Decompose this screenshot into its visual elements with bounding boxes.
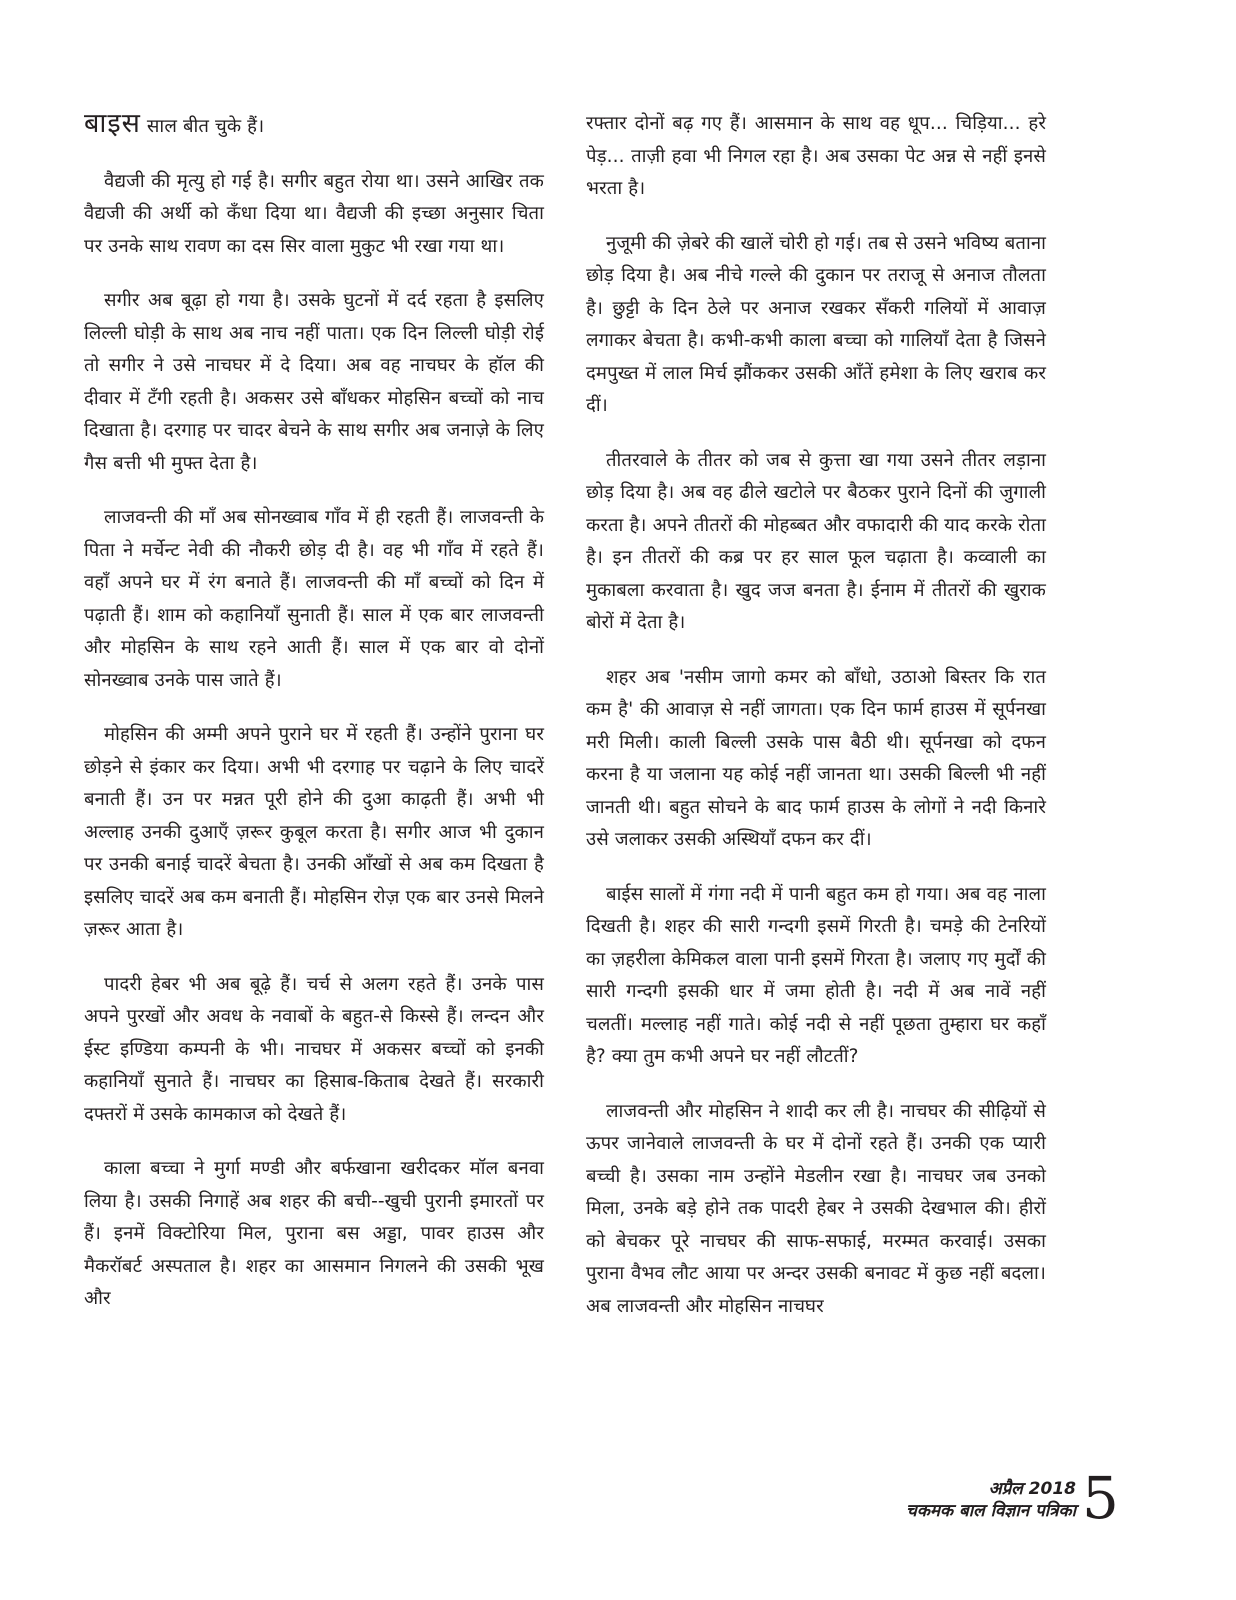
opening-text: साल बीत चुके हैं। [146, 116, 265, 137]
paragraph-lajwanti-mohsin: लाजवन्ती और मोहसिन ने शादी कर ली है। नाचघर की सीढ़ियों से ऊपर जानेवाले लाजवन्ती के घर में दोनों रहते हैं। उनकी एक प्यारी बच्ची है। उसका नाम उन्होंने मेडलीन रखा है। नाचघर जब उनको मिला, उनके बड़े होने तक पादरी हेबर ने उसकी देखभाल की। हीरों को बेचकर पूरे नाचघर की साफ-सफाई, मरम्मत करवाई। उसका पुराना वैभव लौट आया पर अन्दर उसकी बनावट में कुछ नहीं बदला। अब लाजवन्ती और मोहसिन नाचघर [586, 1100, 1046, 1317]
issue-date: अप्रैल 2018 [988, 1479, 1076, 1499]
paragraph-padri-heber: पादरी हेबर भी अब बूढ़े हैं। चर्च से अलग रहते हैं। उनके पास अपने पुरखों और अवध के नवाबों के बहुत-से किस्से हैं। लन्दन और ईस्ट इण्डिया कम्पनी के भी। नाचघर में अकसर बच्चों को इनकी कहानियाँ सुनाते हैं। नाचघर का हिसाब-किताब देखते हैं। सरकारी दफ्तरों में उसके कामकाज को देखते हैं। [84, 973, 544, 1125]
paragraph-continuation: रफ्तार दोनों बढ़ गए हैं। आसमान के साथ वह धूप... चिड़िया... हरे पेड़... ताज़ी हवा भी निगल रहा है। अब उसका पेट अन्न से नहीं इनसे भरता है। [586, 113, 1046, 199]
paragraph-kala-bachcha: काला बच्चा ने मुर्गा मण्डी और बर्फखाना खरीदकर मॉल बनवा लिया है। उसकी निगाहें अब शहर की बची--खुची पुरानी इमारतों पर हैं। इनमें विक्टोरिया मिल, पुराना बस अड्डा, पावर हाउस और मैकरॉबर्ट अस्पताल है। शहर का आसमान निगलने की उसकी भूख और [84, 1158, 544, 1309]
paragraph-mohsin-ammi: मोहसिन की अम्मी अपने पुराने घर में रहती हैं। उन्होंने पुराना घर छोड़ने से इंकार कर दिया। अभी भी दरगाह पर चढ़ाने के लिए चादरें बनाती हैं। उन पर मन्नत पूरी होने की दुआ काढ़ती हैं। अभी भी अल्लाह उनकी दुआएँ ज़रूर कुबूल करता है। सगीर आज भी दुकान पर उनकी बनाई चादरें बेचता है। उनकी आँखों से अब कम दिखता है इसलिए चादरें अब कम बनाती हैं। मोहसिन रोज़ एक बार उनसे मिलने ज़रूर आता है। [84, 724, 544, 940]
paragraph-nujumi: नुजूमी की ज़ेबरे की खालें चोरी हो गई। तब से उसने भविष्य बताना छोड़ दिया है। अब नीचे गल्ले की दुकान पर तराजू से अनाज तौलता है। छुट्टी के दिन ठेले पर अनाज रखकर सँकरी गलियों में आवाज़ लगाकर बेचता है। कभी-कभी काला बच्चा को गालियाँ देता है जिसने दमपुख्त में लाल मिर्च झौंककर उसकी आँतें हमेशा के लिए खराब कर दीं। [586, 232, 1046, 416]
paragraph-sagir: सगीर अब बूढ़ा हो गया है। उसके घुटनों में दर्द रहता है इसलिए लिल्ली घोड़ी के साथ अब नाच नहीं पाता। एक दिन लिल्ली घोड़ी रोई तो सगीर ने उसे नाचघर में दे दिया। अब वह नाचघर के हॉल की दीवार में टँगी रहती है। अकसर उसे बाँधकर मोहसिन बच्चों को नाच दिखाता है। दरगाह पर चादर बेचने के साथ सगीर अब जनाज़े के लिए गैस बत्ती भी मुफ्त देता है। [84, 290, 544, 474]
opening-paragraph [84, 108, 544, 144]
page-number: 5 [1082, 1464, 1119, 1532]
paragraph-shahar: शहर अब 'नसीम जागो कमर को बाँधो, उठाओ बिस्तर कि रात कम है' की आवाज़ से नहीं जागता। एक दिन फार्म हाउस में सूर्पनखा मरी मिली। काली बिल्ली उसके पास बैठी थी। सूर्पनखा को दफन करना है या जलाना यह कोई नहीं जानता था। उसकी बिल्ली भी नहीं जानती थी। बहुत सोचने के बाद फार्म हाउस के लोगों ने नदी किनारे उसे जलाकर उसकी अस्थियाँ दफन कर दीं। [586, 666, 1046, 850]
paragraph-ganga: बाईस सालों में गंगा नदी में पानी बहुत कम हो गया। अब वह नाला दिखती है। शहर की सारी गन्दगी इसमें गिरती है। चमड़े की टेनरियों का ज़हरीला केमिकल वाला पानी इसमें गिरता है। जलाए गए मुर्दों की सारी गन्दगी इसकी धार में जमा होती है। नदी में अब नावें नहीं चलतीं। मल्लाह नहीं गाते। कोई नदी से नहीं पूछता तुम्हारा घर कहाँ है? क्या तुम कभी अपने घर नहीं लौटतीं? [586, 883, 1046, 1067]
paragraph-titarwale: तीतरवाले के तीतर को जब से कुत्ता खा गया उसने तीतर लड़ाना छोड़ दिया है। अब वह ढीले खटोले पर बैठकर पुराने दिनों की जुगाली करता है। अपने तीतरों की मोहब्बत और वफादारी की याद करके रोता है। इन तीतरों की कब्र पर हर साल फूल चढ़ाता है। कव्वाली का मुकाबला करवाता है। खुद जज बनता है। ईनाम में तीतरों की खुराक बोरों में देता है। [586, 449, 1046, 633]
page-footer [906, 1478, 1076, 1522]
paragraph-vaidyaji: वैद्यजी की मृत्यु हो गई है। सगीर बहुत रोया था। उसने आखिर तक वैद्यजी की अर्थी को कँधा दिया था। वैद्यजी की इच्छा अनुसार चिता पर उनके साथ रावण का दस सिर वाला मुकुट भी रखा गया था। [84, 170, 544, 257]
article-right-column [586, 108, 1046, 1345]
paragraph-lajwanti-mother: लाजवन्ती की माँ अब सोनख्वाब गाँव में ही रहती हैं। लाजवन्ती के पिता ने मर्चेन्ट नेवी की नौकरी छोड़ दी है। वह भी गाँव में रहते हैं। वहाँ अपने घर में रंग बनाते हैं। लाजवन्ती की माँ बच्चों को दिन में पढ़ाती हैं। शाम को कहानियाँ सुनाती हैं। साल में एक बार लाजवन्ती और मोहसिन के साथ रहने आती हैं। साल में एक बार वो दोनों सोनख्वाब उनके पास जाते हैं। [84, 507, 544, 691]
magazine-name: चकमक बाल विज्ञान पत्रिका [906, 1501, 1076, 1521]
lead-word: बाइस [84, 108, 141, 139]
article-left-column [84, 108, 544, 1338]
